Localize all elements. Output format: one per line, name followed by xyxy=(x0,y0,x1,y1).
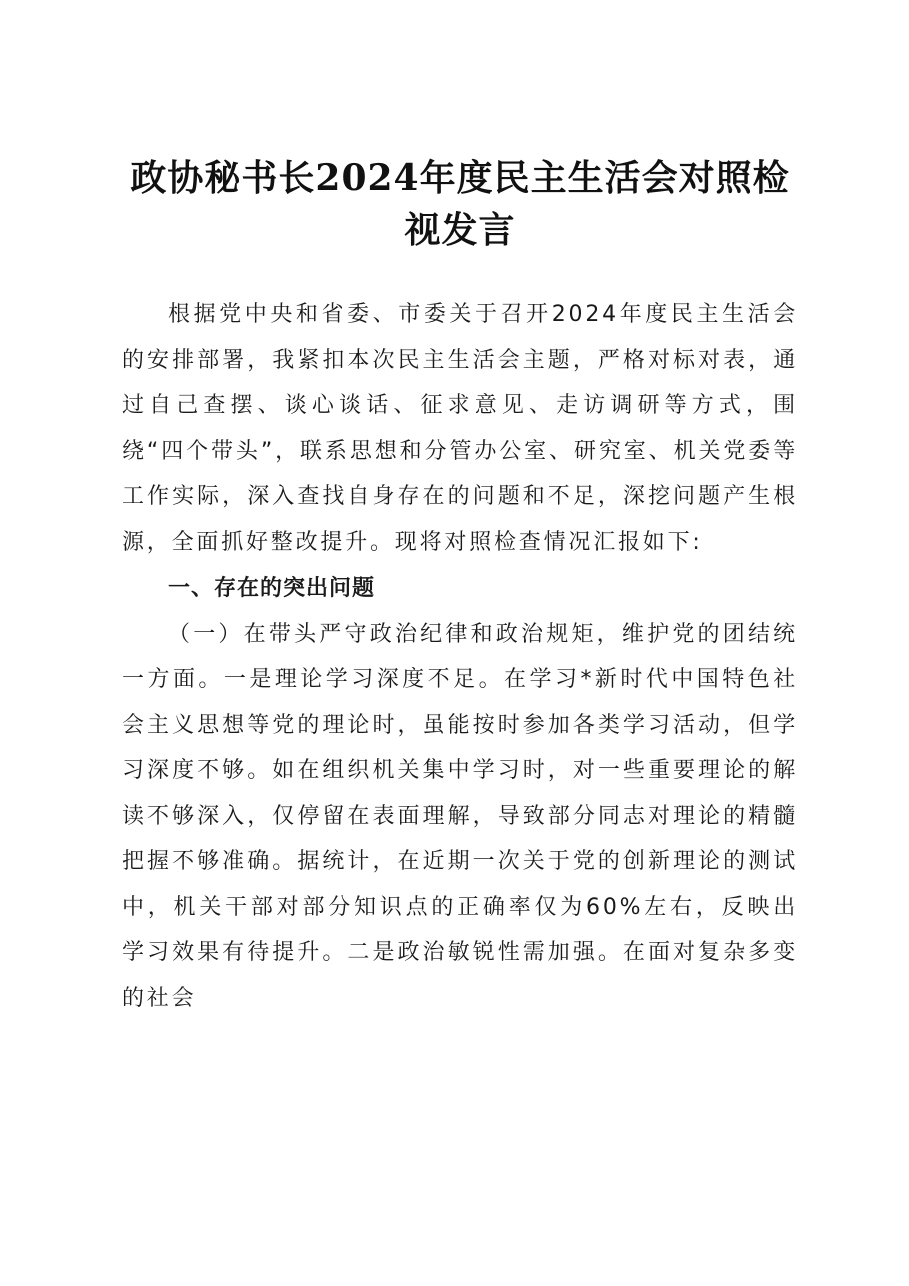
document-title: 政协秘书长2024年度民主生活会对照检视发言 xyxy=(130,157,790,251)
document-body xyxy=(122,292,798,1021)
intro-paragraph: 根据党中央和省委、市委关于召开2024年度民主生活会的安排部署，我紧扣本次民主生活会主题，严格对标对表，通过自己查摆、谈心谈话、征求意见、走访调研等方式，围绕“四个带头”，联系思想和分管办公室、研究室、机关党委等工作实际，深入查找自身存在的问题和不足，深挖问题产生根源，全面抓好整改提升。现将对照检查情况汇报如下: xyxy=(122,302,798,555)
section-heading: 一、存在的突出问题 xyxy=(168,576,376,601)
item-paragraph: （一）在带头严守政治纪律和政治规矩，维护党的团结统一方面。一是理论学习深度不足。在学习*新时代中国特色社会主义思想等党的理论时，虽能按时参加各类学习活动，但学习深度不够。如在组织机关集中学习时，对一些重要理论的解读不够深入，仅停留在表面理解，导致部分同志对理论的精髓把握不够准确。据统计，在近期一次关于党的创新理论的测试中，机关干部对部分知识点的正确率仅为60%左右，反映出学习效果有待提升。二是政治敏锐性需加强。在面对复杂多变的社会 xyxy=(122,621,798,1011)
